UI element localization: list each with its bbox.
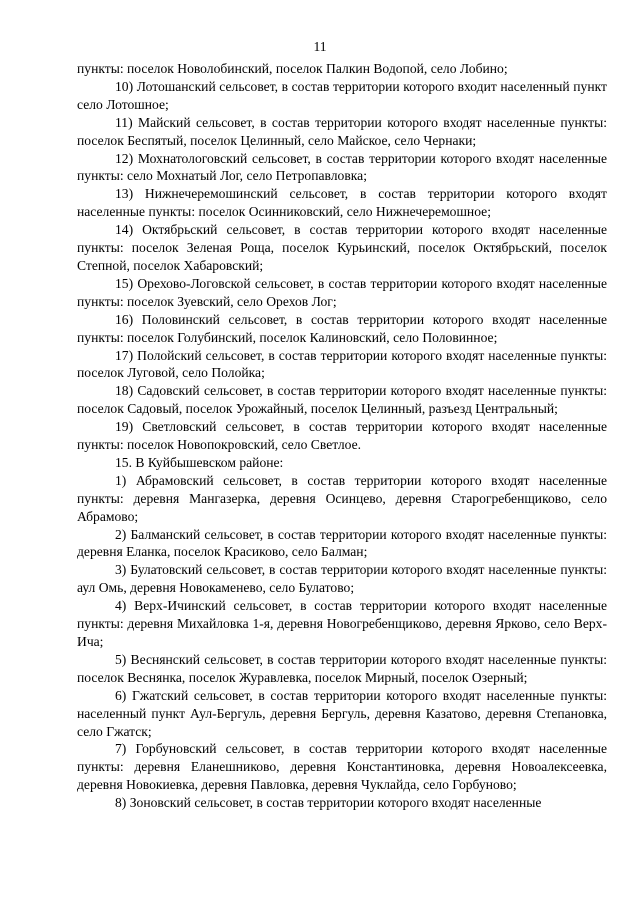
paragraph: 3) Булатовский сельсовет, в состав территории которого входят населенные пункты: аул Омь, деревня Новокаменево, село Булатово; — [77, 562, 607, 596]
paragraph: 7) Горбуновский сельсовет, в состав территории которого входят населенные пункты: деревня Еланешниково, деревня Константиновка, деревня Новоалексеевка, деревня Новокиевка, деревня Павловка, деревня Чуклайда, село Горбуново; — [77, 741, 607, 793]
paragraph: 13) Нижнечеремошинский сельсовет, в состав территории которого входят населенные пункты: поселок Осинниковский, село Нижнечеремошное; — [77, 186, 607, 220]
paragraph: 11) Майский сельсовет, в состав территории которого входят населенные пункты: поселок Беспятый, поселок Целинный, село Майское, село Чернаки; — [77, 114, 607, 148]
paragraph: 12) Мохнатологовский сельсовет, в состав территории которого входят населенные пункты: село Мохнатый Лог, село Петропавловка; — [77, 150, 607, 184]
paragraph: 4) Верх-Ичинский сельсовет, в состав территории которого входят населенные пункты: деревня Михайловка 1-я, деревня Новогребенщиково, деревня Ярково, село Верх-Ича; — [77, 598, 607, 649]
paragraph: 2) Балманский сельсовет, в состав территории которого входят населенные пункты: деревня Еланка, поселок Красиково, село Балман; — [77, 526, 607, 560]
paragraph: 6) Гжатский сельсовет, в состав территории которого входят населенные пункты: населенный пункт Аул-Бергуль, деревня Бергуль, деревня Казатово, деревня Степановка, село Гжатск; — [77, 687, 607, 739]
paragraph: 19) Светловский сельсовет, в состав территории которого входят населенные пункты: поселок Новопокровский, село Светлое. — [77, 419, 607, 453]
paragraph: 16) Половинский сельсовет, в состав территории которого входят населенные пункты: поселок Голубинский, поселок Калиновский, село Половинное; — [77, 311, 607, 345]
paragraph: пункты: поселок Новолобинский, поселок Палкин Водопой, село Лобино; — [77, 61, 508, 76]
paragraph: 5) Веснянский сельсовет, в состав территории которого входят населенные пункты: поселок Веснянка, поселок Журавлевка, поселок Мирный, поселок Озерный; — [77, 651, 607, 685]
document-body — [77, 60, 607, 812]
paragraph: 1) Абрамовский сельсовет, в состав территории которого входят населенные пункты: деревня Мангазерка, деревня Осинцево, деревня Старогребенщиково, село Абрамово; — [77, 472, 607, 524]
paragraph: 15) Орехово-Логовской сельсовет, в состав территории которого входят населенные пункты: поселок Зуевский, село Орехов Лог; — [77, 275, 607, 309]
paragraph: 14) Октябрьский сельсовет, в состав территории которого входят населенные пункты: поселок Зеленая Роща, поселок Курьинский, поселок Октябрьский, поселок Степной, поселок Хабаровский; — [77, 222, 607, 273]
paragraph: 10) Лотошанский сельсовет, в состав территории которого входит населенный пункт село Лотошное; — [77, 78, 607, 112]
paragraph: 8) Зоновский сельсовет, в состав территории которого входят населенные — [115, 795, 542, 811]
paragraph: 15. В Куйбышевском районе: — [115, 454, 284, 470]
page-number: 11 — [313, 39, 327, 54]
paragraph: 18) Садовский сельсовет, в состав территории которого входят населенные пункты: поселок Садовый, поселок Урожайный, поселок Целинный, разъезд Центральный; — [77, 383, 607, 417]
paragraph: 17) Полойский сельсовет, в состав территории которого входят населенные пункты: поселок Луговой, село Полойка; — [77, 347, 607, 381]
